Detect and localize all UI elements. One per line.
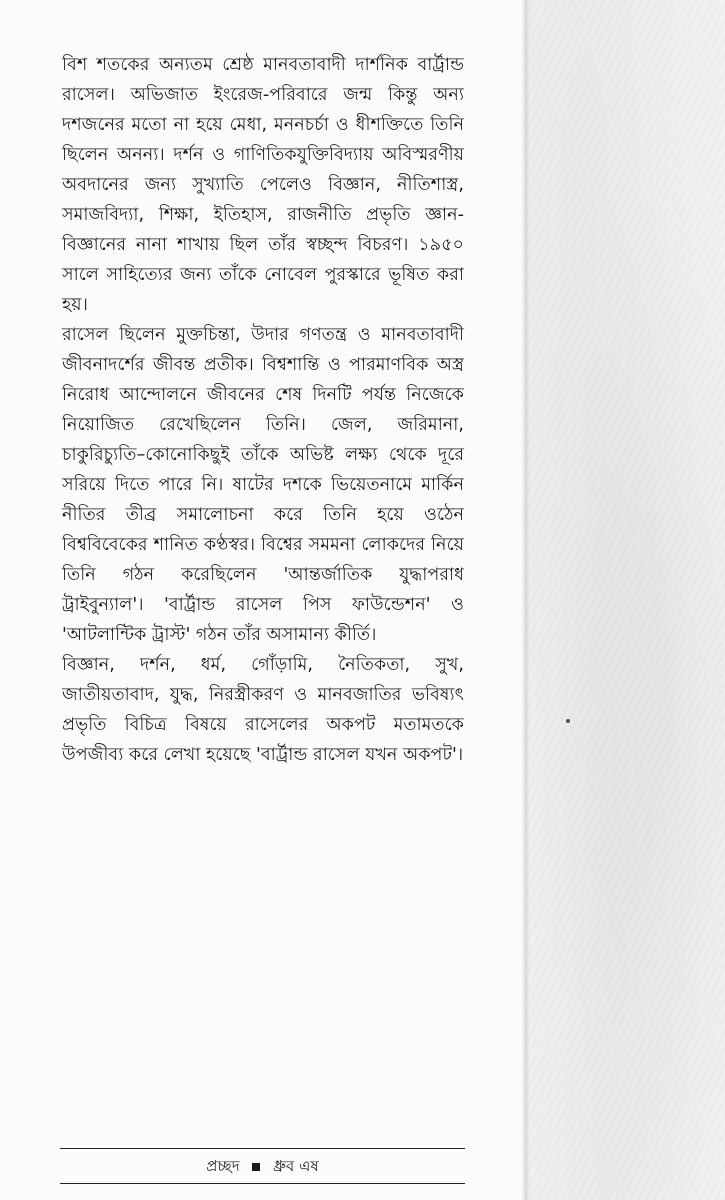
credit-rule-bottom [60,1183,465,1184]
credit-label: প্রচ্ছদ [206,1157,240,1175]
jacket-textured-area [525,0,725,1200]
paper-speck [566,719,570,723]
square-bullet-icon [252,1163,260,1171]
blurb-paragraph-1: বিশ শতকের অন্যতম শ্রেষ্ঠ মানবতাবাদী দার্শনিক বার্ট্রান্ড রাসেল। অভিজাত ইংরেজ-পরিবারে জন্ম কিন্তু অন্য দশজনের মতো না হয়ে মেধা, মননচর্চা ও ধীশক্তিতে তিনি ছিলেন অনন্য। দর্শন ও গাণিতিকযুক্তিবিদ্যায় অবিস্মরণীয় অবদানের জন্য সুখ্যাতি পেলেও বিজ্ঞান, নীতিশাস্ত্র, সমাজবিদ্যা, শিক্ষা, ইতিহাস, রাজনীতি প্রভৃতি জ্ঞান-বিজ্ঞানের নানা শাখায় ছিল তাঁর স্বচ্ছন্দ বিচরণ। ১৯৫০ সালে সাহিত্যের জন্য তাঁকে নোবেল পুরস্কারে ভূষিত করা হয়। [62,55,464,315]
credit-name: ধ্রুব এষ [273,1157,319,1175]
credit-rule-top [60,1148,465,1149]
flap-blurb [62,50,464,770]
blurb-paragraph-3: বিজ্ঞান, দর্শন, ধর্ম, গোঁড়ামি, নৈতিকতা, সুখ, জাতীয়তাবাদ, যুদ্ধ, নিরস্ত্রীকরণ ও মানবজাতির ভবিষ্যৎ প্রভৃতি বিচিত্র বিষয়ে রাসেলের অকপট মতামতকে উপজীব্য করে লেখা হয়েছে 'বার্ট্রান্ড রাসেল যখন অকপট'। [62,655,464,765]
fold-shadow [521,0,529,1200]
blurb-paragraph-2: রাসেল ছিলেন মুক্তচিন্তা, উদার গণতন্ত্র ও মানবতাবাদী জীবনাদর্শের জীবন্ত প্রতীক। বিশ্বশান্তি ও পারমাণবিক অস্ত্র নিরোধ আন্দোলনে জীবনের শেষ দিনটি পর্যন্ত নিজেকে নিয়োজিত রেখেছিলেন তিনি। জেল, জরিমানা, চাকুরিচ্যুতি–কোনোকিছুই তাঁকে অভিষ্ট লক্ষ্য থেকে দূরে সরিয়ে দিতে পারে নি। ষাটের দশকে ভিয়েতনামে মার্কিন নীতির তীব্র সমালোচনা করে তিনি হয়ে ওঠেন বিশ্ববিবেকের শানিত কণ্ঠস্বর। বিশ্বের সমমনা লোকদের নিয়ে তিনি গঠন করেছিলেন 'আন্তর্জাতিক যুদ্ধাপরাধ ট্রাইবুন্যাল'। 'বার্ট্রান্ড রাসেল পিস ফাউন্ডেশন' ও 'আটলান্টিক ট্রাস্ট' গঠন তাঁর অসামান্য কীর্তি। [62,325,464,645]
cover-credit [60,1152,465,1180]
